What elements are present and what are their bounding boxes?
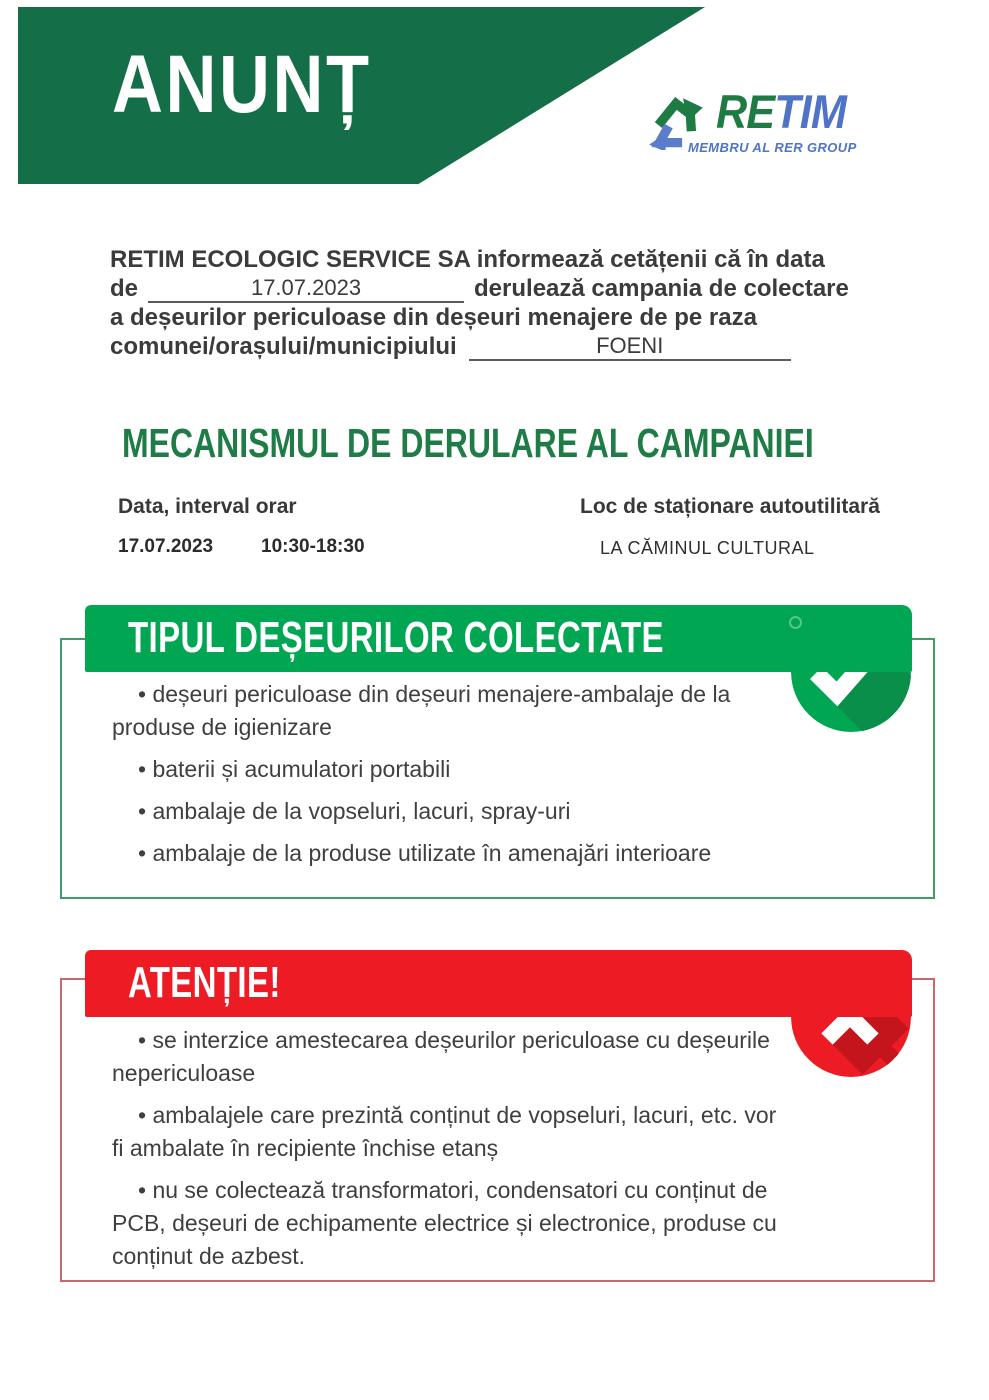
intro-line-2-prefix: de [110, 275, 139, 302]
list-item: • nu se colectează transformatori, condensatori cu conținut de PCB, deșeuri de echipamente electrice și electronice, produse cu conținut de azbest. [112, 1174, 784, 1273]
location-value: LA CĂMINUL CULTURAL [600, 538, 815, 558]
intro-line-3: a deșeurilor periculoase din deșeuri menajere de pe raza [110, 304, 757, 331]
page-title: ANUNȚ [112, 39, 372, 130]
schedule-date: 17.07.2023 [118, 536, 214, 557]
logo-wordmark [716, 84, 846, 139]
mechanism-heading: MECANISMUL DE DERULARE AL CAMPANIEI [122, 420, 814, 466]
schedule-hours: 10:30-18:30 [261, 536, 365, 557]
attention-items-list [112, 1024, 784, 1282]
attention-section-title: ATENȚIE! [128, 958, 281, 1007]
intro-line-4-prefix: comunei/orașului/municipiului [110, 333, 457, 360]
collected-section-title: TIPUL DEȘEURILOR COLECTATE [128, 613, 664, 662]
list-item: • ambalaje de la vopseluri, lacuri, spray-uri [112, 795, 784, 828]
collected-items-list [112, 678, 784, 879]
list-item: • deșeuri periculoase din deșeuri menajere-ambalaje de la produse de igienizare [112, 678, 784, 744]
date-blank-field: 17.07.2023 [148, 274, 464, 303]
list-item: • se interzice amestecarea deșeurilor periculoase cu deșeurile nepericuloase [112, 1024, 784, 1090]
ring-decoration-icon [789, 616, 802, 629]
collected-section-banner [85, 605, 912, 672]
intro-line-2-suffix: derulează campania de colectare [474, 275, 849, 302]
schedule-label: Data, interval orar [118, 495, 297, 518]
locality-blank-field: FOENI [469, 332, 791, 361]
intro-paragraph [110, 245, 910, 361]
attention-section-banner [85, 950, 912, 1017]
intro-line-4 [110, 332, 910, 361]
location-label: Loc de staționare autoutilitară [580, 495, 880, 518]
list-item: • baterii și acumulatori portabili [112, 753, 784, 786]
retim-logo [644, 85, 894, 158]
logo-tim: TIM [774, 85, 846, 138]
logo-tagline: MEMBRU AL RER GROUP [688, 140, 857, 155]
logo-re: RE [716, 85, 775, 138]
list-item: • ambalaje de la produse utilizate în amenajări interioare [112, 837, 784, 870]
intro-line-1: RETIM ECOLOGIC SERVICE SA informează cetățenii că în data [110, 246, 825, 273]
list-item: • ambalajele care prezintă conținut de vopseluri, lacuri, etc. vor fi ambalate în recipiente închise etanș [112, 1099, 784, 1165]
intro-line-2 [110, 274, 910, 303]
